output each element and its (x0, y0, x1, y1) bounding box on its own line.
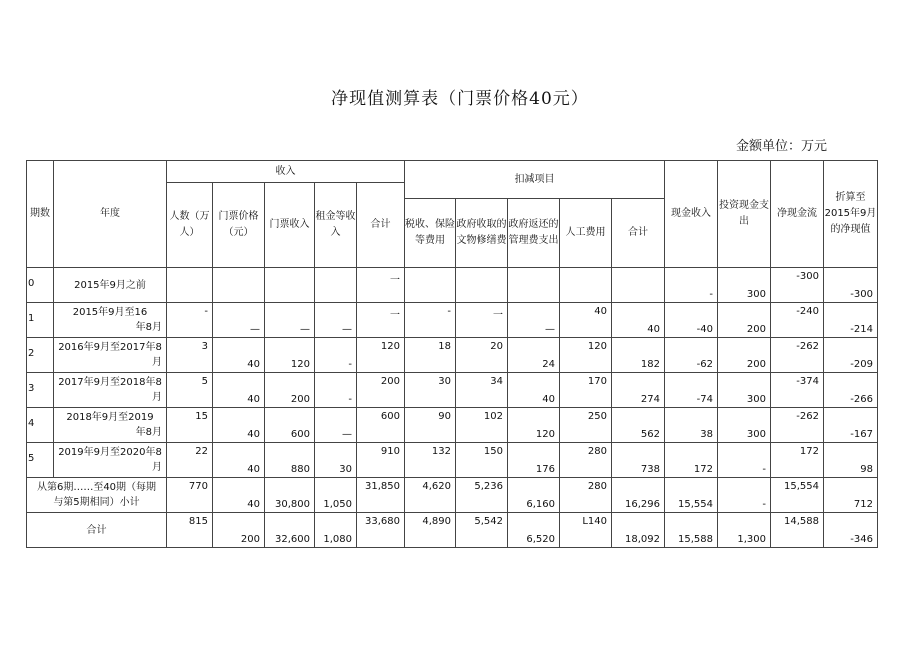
cell-cash-in-value: -74 (696, 394, 713, 405)
cell-gov-return-value: 6,520 (526, 534, 555, 545)
cell-gov-relic (456, 338, 508, 373)
cell-ticket-price-value: 200 (240, 534, 260, 545)
year-text-line1: 2015年9月至16 (72, 307, 148, 318)
cell-net-flow (771, 478, 824, 513)
year-text-line2: 月 (152, 462, 162, 473)
cell-tax (405, 268, 456, 303)
cell-ticket-price-value: 40 (247, 429, 260, 440)
cell-rent (315, 478, 357, 513)
cell-invest-out-value: 300 (746, 429, 766, 440)
cell-year (54, 338, 167, 373)
cell-rent-value: - (348, 359, 352, 370)
cell-ticket-income (265, 478, 315, 513)
cell-ticket-income (265, 303, 315, 338)
cell-gov-return-value: — (545, 324, 555, 335)
year-text-line1: 2019年9月至2020年8 (58, 447, 162, 458)
cell-ticket-price-value: 40 (247, 394, 260, 405)
cell-ticket-income (265, 513, 315, 548)
cell-tax-value: 132 (431, 446, 451, 457)
cell-ticket-income-value: — (300, 324, 310, 335)
cell-net-flow-value: 15,554 (784, 481, 819, 492)
cell-gov-return (508, 373, 560, 408)
cell-cash-in-value: 172 (693, 464, 713, 475)
cell-ticket-price (213, 443, 265, 478)
cell-invest-out-value: - (762, 464, 766, 475)
header-deduct-total: 合计 (612, 199, 665, 268)
cell-ticket-price (213, 373, 265, 408)
cell-income-total-value: 120 (380, 341, 400, 352)
cell-period (27, 373, 54, 408)
cell-invest-out (718, 443, 771, 478)
cell-npv (824, 408, 878, 443)
table-row (27, 478, 878, 513)
cell-ticket-price (213, 268, 265, 303)
cell-npv (824, 373, 878, 408)
cell-ticket-income (265, 408, 315, 443)
cell-visitors (167, 443, 213, 478)
cell-npv (824, 338, 878, 373)
cell-ticket-income-value: 600 (290, 429, 310, 440)
cell-invest-out-value: 300 (746, 289, 766, 300)
cell-gov-relic-value: 5,542 (474, 516, 503, 527)
cell-invest-out (718, 408, 771, 443)
cell-tax-value: 18 (438, 341, 451, 352)
cell-rent-value: — (342, 324, 352, 335)
cell-cash-in (665, 338, 718, 373)
cell-cash-in-value: -40 (696, 324, 713, 335)
cell-invest-out (718, 303, 771, 338)
cell-invest-out (718, 478, 771, 513)
cell-period (27, 303, 54, 338)
cell-gov-return-value: 6,160 (526, 499, 555, 510)
cell-rent (315, 373, 357, 408)
cell-deduct-total (612, 478, 665, 513)
cell-net-flow (771, 268, 824, 303)
cell-ticket-price (213, 303, 265, 338)
year-text-line1: 从第6期……至40期（每期 (36, 482, 157, 493)
cell-income-total (357, 373, 405, 408)
cell-labor-value: 280 (587, 481, 607, 492)
header-deduct: 扣减项目 (405, 161, 665, 199)
cell-gov-relic-value: 102 (483, 411, 503, 422)
cell-visitors-value: 770 (188, 481, 208, 492)
cell-ticket-price (213, 338, 265, 373)
table-row (27, 338, 878, 373)
cell-net-flow (771, 303, 824, 338)
cell-npv-value: -346 (850, 534, 873, 545)
cell-income-total-value: 一 (390, 310, 400, 321)
cell-ticket-income (265, 338, 315, 373)
cell-tax (405, 478, 456, 513)
cell-invest-out (718, 338, 771, 373)
cell-ticket-income-value: 880 (290, 464, 310, 475)
cell-ticket-price-value: — (250, 324, 260, 335)
cell-visitors (167, 268, 213, 303)
cell-income-total-value: 200 (380, 376, 400, 387)
cell-year (54, 373, 167, 408)
cell-visitors (167, 373, 213, 408)
year-text-line1: 2016年9月至2017年8 (58, 342, 162, 353)
cell-gov-return-value: 24 (542, 359, 555, 370)
cell-visitors-value: 815 (188, 516, 208, 527)
cell-tax (405, 443, 456, 478)
cell-rent (315, 303, 357, 338)
cell-rent (315, 268, 357, 303)
cell-deduct-total (612, 268, 665, 303)
cell-deduct-total-value: 18,092 (625, 534, 660, 545)
cell-rent-value: 1,080 (323, 534, 352, 545)
cell-net-flow (771, 338, 824, 373)
cell-labor (560, 478, 612, 513)
cell-income-total-value: 一 (390, 275, 400, 286)
cell-gov-relic-value: 5,236 (474, 481, 503, 492)
cell-rent (315, 443, 357, 478)
cell-deduct-total-value: 182 (640, 359, 660, 370)
cell-ticket-income (265, 268, 315, 303)
cell-gov-return (508, 303, 560, 338)
cell-cash-in-value: - (709, 289, 713, 300)
cell-year (54, 268, 167, 303)
cell-cash-in (665, 373, 718, 408)
cell-labor-value: 250 (587, 411, 607, 422)
cell-deduct-total-value: 738 (640, 464, 660, 475)
cell-net-flow-value: 172 (799, 446, 819, 457)
header-gov-return: 政府返还的管理费支出 (508, 199, 560, 268)
cell-invest-out-value: 1,300 (737, 534, 766, 545)
cell-labor (560, 443, 612, 478)
cell-npv-value: -300 (850, 289, 873, 300)
cell-year (54, 408, 167, 443)
cell-income-total-value: 31,850 (365, 481, 400, 492)
cell-period (27, 443, 54, 478)
year-text-line2: 月 (152, 357, 162, 368)
cell-deduct-total (612, 443, 665, 478)
cell-visitors-value: 3 (201, 341, 208, 352)
header-rent: 租金等收入 (315, 183, 357, 268)
year-text-line2: 年8月 (135, 322, 162, 333)
cell-year (54, 443, 167, 478)
cell-labor (560, 338, 612, 373)
cell-labor-value: 40 (594, 306, 607, 317)
period-text: 5 (28, 453, 35, 464)
cell-visitors-value: 22 (195, 446, 208, 457)
cell-ticket-price (213, 513, 265, 548)
cell-tax (405, 513, 456, 548)
cell-income-total (357, 443, 405, 478)
cell-net-flow (771, 443, 824, 478)
cell-tax (405, 373, 456, 408)
cell-tax (405, 303, 456, 338)
cell-npv-value: -214 (850, 324, 873, 335)
cell-gov-relic (456, 478, 508, 513)
header-invest-out: 投资现金支出 (718, 161, 771, 268)
year-text-line2: 与第5期相同）小计 (53, 497, 140, 508)
cell-gov-relic (456, 443, 508, 478)
cell-visitors-value: 15 (195, 411, 208, 422)
cell-gov-relic-value: 150 (483, 446, 503, 457)
cell-tax (405, 408, 456, 443)
cell-gov-relic (456, 373, 508, 408)
cell-ticket-income-value: 30,800 (275, 499, 310, 510)
cell-net-flow (771, 373, 824, 408)
cell-gov-return (508, 338, 560, 373)
header-period: 期数 (27, 161, 54, 268)
cell-rent-value: - (348, 394, 352, 405)
cell-gov-return-value: 40 (542, 394, 555, 405)
table-row (27, 443, 878, 478)
cell-net-flow-value: -240 (796, 306, 819, 317)
page-title: 净现值测算表（门票价格40元） (331, 89, 589, 109)
cell-tax-value: 30 (438, 376, 451, 387)
cell-npv (824, 513, 878, 548)
cell-deduct-total (612, 513, 665, 548)
cell-npv (824, 268, 878, 303)
cell-visitors-value: - (204, 306, 208, 317)
cell-deduct-total-value: 562 (640, 429, 660, 440)
cell-ticket-income (265, 373, 315, 408)
cell-cash-in-value: 15,554 (678, 499, 713, 510)
cell-npv (824, 478, 878, 513)
cell-gov-return-value: 120 (535, 429, 555, 440)
cell-npv (824, 443, 878, 478)
cell-labor (560, 268, 612, 303)
cell-invest-out-value: 300 (746, 394, 766, 405)
header-gov-relic: 政府收取的文物修缮费 (456, 199, 508, 268)
period-text: 0 (28, 278, 35, 289)
cell-income-total-value: 600 (380, 411, 400, 422)
cell-labor-value: 170 (587, 376, 607, 387)
cell-invest-out-value: 200 (746, 359, 766, 370)
cell-rent-value: 30 (339, 464, 352, 475)
cell-year (54, 303, 167, 338)
cell-invest-out (718, 373, 771, 408)
cell-period (27, 268, 54, 303)
cell-period (27, 338, 54, 373)
header-income: 收入 (167, 161, 405, 183)
cell-deduct-total-value: 274 (640, 394, 660, 405)
cell-net-flow-value: -262 (796, 411, 819, 422)
cell-visitors (167, 303, 213, 338)
cell-gov-return (508, 478, 560, 513)
header-ticket-price: 门票价格（元） (213, 183, 265, 268)
cell-gov-return (508, 408, 560, 443)
cell-ticket-income-value: 200 (290, 394, 310, 405)
cell-visitors (167, 338, 213, 373)
cell-visitors (167, 478, 213, 513)
cell-invest-out (718, 268, 771, 303)
cell-net-flow (771, 513, 824, 548)
cell-npv (824, 303, 878, 338)
cell-cash-in (665, 478, 718, 513)
year-text-line1: 合计 (86, 524, 107, 536)
header-cash-in: 现金收入 (665, 161, 718, 268)
cell-deduct-total (612, 373, 665, 408)
cell-ticket-price-value: 40 (247, 499, 260, 510)
cell-tax-value: 90 (438, 411, 451, 422)
cell-rent-value: 1,050 (323, 499, 352, 510)
cell-ticket-price-value: 40 (247, 359, 260, 370)
cell-cash-in (665, 443, 718, 478)
year-text-line2: 年8月 (135, 427, 162, 438)
cell-tax-value: - (447, 306, 451, 317)
cell-npv-value: 712 (853, 499, 873, 510)
cell-gov-relic-value: 一 (493, 310, 503, 321)
cell-gov-relic-value: 20 (490, 341, 503, 352)
cell-invest-out-value: 200 (746, 324, 766, 335)
cell-visitors (167, 513, 213, 548)
header-tax: 税收、保险等费用 (405, 199, 456, 268)
year-text-line1: 2018年9月至2019 (66, 412, 154, 423)
cell-year (27, 513, 167, 548)
cell-npv-value: -167 (850, 429, 873, 440)
cell-year (27, 478, 167, 513)
cell-deduct-total-value: 40 (647, 324, 660, 335)
cell-gov-relic (456, 268, 508, 303)
cell-visitors (167, 408, 213, 443)
cell-gov-return (508, 443, 560, 478)
cell-cash-in (665, 408, 718, 443)
cell-cash-in-value: -62 (696, 359, 713, 370)
cell-cash-in (665, 268, 718, 303)
table-row (27, 303, 878, 338)
period-text: 3 (28, 383, 35, 394)
header-ticket-income: 门票收入 (265, 183, 315, 268)
cell-labor-value: L140 (582, 516, 607, 527)
cell-gov-return (508, 513, 560, 548)
table-row (27, 268, 878, 303)
header-net-flow: 净现金流 (771, 161, 824, 268)
header-npv: 折算至2015年9月的净现值 (824, 161, 878, 268)
cell-gov-return (508, 268, 560, 303)
cell-labor-value: 120 (587, 341, 607, 352)
cell-net-flow-value: -300 (796, 271, 819, 282)
cell-cash-in (665, 303, 718, 338)
cell-income-total (357, 478, 405, 513)
cell-period (27, 408, 54, 443)
cell-visitors-value: 5 (201, 376, 208, 387)
cell-labor (560, 513, 612, 548)
table-row (27, 408, 878, 443)
npv-table (26, 160, 878, 548)
cell-gov-relic-value: 34 (490, 376, 503, 387)
unit-label: 金额单位：万元 (736, 139, 828, 154)
cell-ticket-income (265, 443, 315, 478)
cell-rent (315, 338, 357, 373)
cell-rent (315, 408, 357, 443)
cell-net-flow-value: -374 (796, 376, 819, 387)
year-text-line2: 月 (152, 392, 162, 403)
header-year: 年度 (54, 161, 167, 268)
cell-deduct-total (612, 303, 665, 338)
cell-npv-value: 98 (860, 464, 873, 475)
cell-tax (405, 338, 456, 373)
cell-ticket-price-value: 40 (247, 464, 260, 475)
cell-gov-relic (456, 513, 508, 548)
header-income-total: 合计 (357, 183, 405, 268)
cell-income-total (357, 408, 405, 443)
cell-net-flow-value: -262 (796, 341, 819, 352)
cell-deduct-total-value: 16,296 (625, 499, 660, 510)
cell-labor (560, 373, 612, 408)
cell-labor-value: 280 (587, 446, 607, 457)
cell-labor (560, 303, 612, 338)
table-row (27, 373, 878, 408)
cell-invest-out-value: - (762, 499, 766, 510)
cell-gov-return-value: 176 (535, 464, 555, 475)
cell-income-total (357, 303, 405, 338)
cell-gov-relic (456, 303, 508, 338)
cell-deduct-total (612, 408, 665, 443)
header-visitors: 人数（万人） (167, 183, 213, 268)
year-text-line1: 2017年9月至2018年8 (58, 377, 162, 388)
cell-ticket-price (213, 408, 265, 443)
cell-rent (315, 513, 357, 548)
year-text-line1: 2015年9月之前 (74, 279, 146, 291)
cell-cash-in (665, 513, 718, 548)
cell-npv-value: -209 (850, 359, 873, 370)
cell-labor (560, 408, 612, 443)
period-text: 1 (28, 313, 35, 324)
header-labor: 人工费用 (560, 199, 612, 268)
cell-deduct-total (612, 338, 665, 373)
cell-tax-value: 4,890 (422, 516, 451, 527)
cell-gov-relic (456, 408, 508, 443)
cell-income-total (357, 268, 405, 303)
cell-cash-in-value: 38 (700, 429, 713, 440)
cell-income-total-value: 33,680 (365, 516, 400, 527)
cell-npv-value: -266 (850, 394, 873, 405)
cell-invest-out (718, 513, 771, 548)
cell-tax-value: 4,620 (422, 481, 451, 492)
cell-income-total (357, 513, 405, 548)
period-text: 4 (28, 418, 35, 429)
cell-ticket-income-value: 120 (290, 359, 310, 370)
cell-income-total (357, 338, 405, 373)
cell-net-flow-value: 14,588 (784, 516, 819, 527)
table-row (27, 513, 878, 548)
cell-net-flow (771, 408, 824, 443)
cell-rent-value: — (342, 429, 352, 440)
cell-income-total-value: 910 (380, 446, 400, 457)
period-text: 2 (28, 348, 35, 359)
cell-ticket-price (213, 478, 265, 513)
cell-ticket-income-value: 32,600 (275, 534, 310, 545)
cell-cash-in-value: 15,588 (678, 534, 713, 545)
